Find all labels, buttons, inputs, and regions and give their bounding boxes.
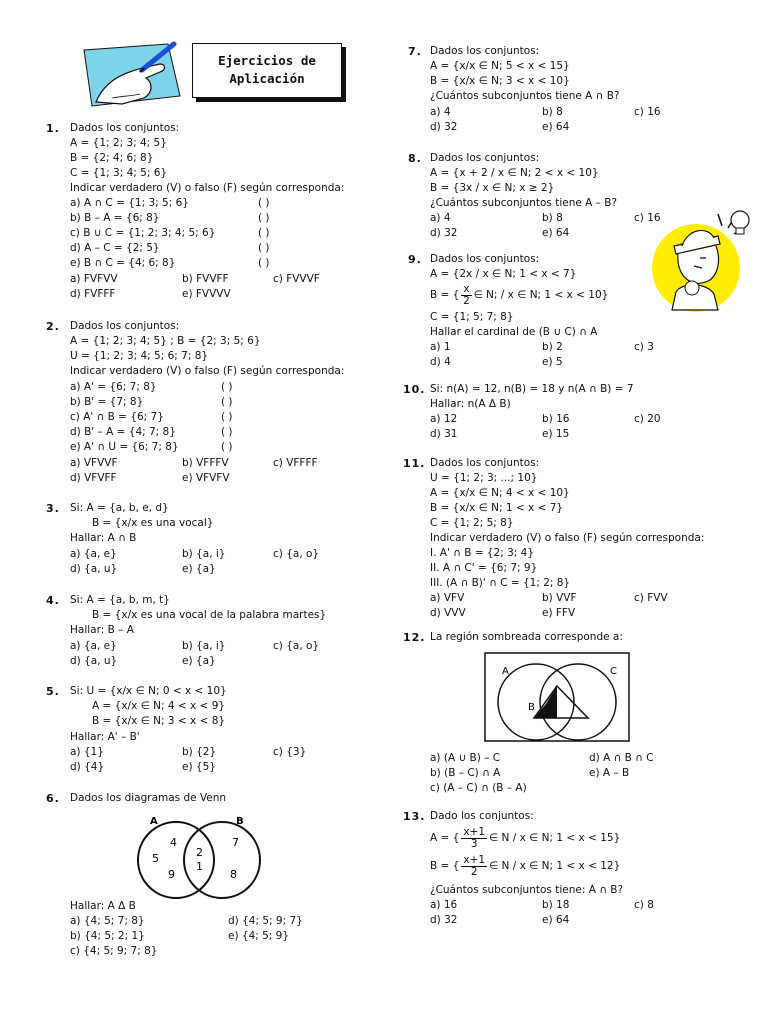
p13-a-frac-den: 3	[470, 837, 478, 850]
p3-line: Hallar: A ∩ B	[70, 532, 137, 544]
problem-12-number: 12.	[403, 631, 426, 644]
p13-b-suffix: ∈ N / x ∈ N; 1 < x < 12}	[489, 860, 621, 872]
p9-line: Hallar el cardinal de (B ∪ C) ∩ A	[430, 326, 598, 338]
p1-line: C = {1; 3; 4; 5; 6}	[70, 167, 168, 179]
p7-option: c) 16	[634, 106, 661, 118]
venn-label-a: A	[150, 816, 158, 827]
p11-line: Dados los conjuntos:	[430, 457, 540, 469]
p8-line: ¿Cuántos subconjuntos tiene A – B?	[430, 197, 618, 209]
p13-option: d) 32	[430, 914, 458, 926]
p1-line: Dados los conjuntos:	[70, 122, 180, 134]
p2-line: U = {1; 2; 3; 4; 5; 6; 7; 8}	[70, 350, 209, 362]
problem-7-number: 7.	[408, 45, 422, 58]
p1-line: Indicar verdadero (V) o falso (F) según corresponda:	[70, 182, 345, 194]
p9-option: b) 2	[542, 341, 563, 353]
p1-option: b) FVVFF	[182, 273, 229, 285]
p1-option: c) FVVVF	[273, 273, 320, 285]
p11-line: I. A' ∩ B = {2; 3; 4}	[430, 547, 535, 559]
p8-option: c) 16	[634, 212, 661, 224]
p8-line: Dados los conjuntos:	[430, 152, 540, 164]
venn-diagram-abc	[484, 652, 630, 742]
p5-line: Hallar: A' – B'	[70, 731, 140, 743]
p4-line: B = {x/x es una vocal de la palabra martes}	[92, 609, 327, 621]
p11-line: II. A ∩ C' = {6; 7; 9}	[430, 562, 538, 574]
p2-option: b) VFFFV	[182, 457, 229, 469]
p10-option: d) 31	[430, 428, 458, 440]
p3-option: a) {a, e}	[70, 548, 117, 560]
p2-item: a) A' = {6; 7; 8}	[70, 381, 157, 393]
p11-line: A = {x/x ∈ N; 4 < x < 10}	[430, 487, 570, 499]
p2-paren: ( )	[221, 396, 233, 408]
detective-idea-illustration	[648, 206, 760, 314]
p6-option: a) {4; 5; 7; 8}	[70, 915, 145, 927]
p11-line: III. (A ∩ B)' ∩ C = {1; 2; 8}	[430, 577, 571, 589]
p2-paren: ( )	[221, 426, 233, 438]
venn-value: 8	[230, 868, 237, 881]
p1-paren: ( )	[258, 257, 270, 269]
p6-line: Hallar: A Δ B	[70, 900, 136, 912]
p13-option: b) 18	[542, 899, 570, 911]
p13-option: c) 8	[634, 899, 654, 911]
problem-9-number: 9.	[408, 253, 422, 266]
p2-option: c) VFFFF	[273, 457, 318, 469]
p2-item: c) A' ∩ B = {6; 7}	[70, 411, 164, 423]
p2-option: a) VFVVF	[70, 457, 118, 469]
p1-item: a) A ∩ C = {1; 3; 5; 6}	[70, 197, 189, 209]
venn-value: 1	[196, 860, 203, 873]
p6-line: Dados los diagramas de Venn	[70, 792, 227, 804]
p9-line: Dados los conjuntos:	[430, 253, 540, 265]
venn-diagram-ab	[130, 812, 270, 904]
p9-b-prefix: B = {	[430, 289, 460, 301]
problem-13-number: 13.	[403, 810, 426, 823]
p13-a-prefix: A = {	[430, 832, 460, 844]
p1-paren: ( )	[258, 227, 270, 239]
problem-6-number: 6.	[46, 792, 60, 805]
problem-4-number: 4.	[46, 594, 60, 607]
p5-line: B = {x/x ∈ N; 3 < x < 8}	[92, 715, 226, 727]
p10-line: Si: n(A) = 12, n(B) = 18 y n(A ∩ B) = 7	[430, 383, 634, 395]
p10-option: a) 12	[430, 413, 458, 425]
p1-item: c) B ∪ C = {1; 2; 3; 4; 5; 6}	[70, 227, 216, 239]
p4-option: d) {a, u}	[70, 655, 118, 667]
venn-value: 7	[232, 836, 239, 849]
p9-option: e) 5	[542, 356, 563, 368]
title-line-2: Aplicación	[229, 71, 305, 86]
venn-label-c: C	[610, 666, 617, 677]
p7-option: a) 4	[430, 106, 451, 118]
p9-set-b	[430, 283, 608, 307]
p2-item: b) B' = {7; 8}	[70, 396, 144, 408]
p4-option: a) {a, e}	[70, 640, 117, 652]
p8-option: e) 64	[542, 227, 570, 239]
p13-set-a	[430, 826, 620, 850]
venn-value: 9	[168, 868, 175, 881]
p4-line: Si: A = {a, b, m, t}	[70, 594, 170, 606]
p5-line: A = {x/x ∈ N; 4 < x < 9}	[92, 700, 226, 712]
p1-item: d) A – C = {2; 5}	[70, 242, 160, 254]
p4-option: e) {a}	[182, 655, 216, 667]
p12-option: d) A ∩ B ∩ C	[589, 752, 654, 764]
p1-item: b) B – A = {6; 8}	[70, 212, 160, 224]
p12-option: e) A – B	[589, 767, 630, 779]
title-line-1: Ejercicios de	[218, 53, 316, 68]
p6-option: b) {4; 5; 2; 1}	[70, 930, 145, 942]
p9-option: d) 4	[430, 356, 451, 368]
title-box	[192, 43, 342, 98]
p13-b-fraction	[461, 855, 487, 878]
p2-item: e) A' ∩ U = {6; 7; 8}	[70, 441, 179, 453]
p4-option: b) {a, i}	[182, 640, 226, 652]
p3-option: d) {a, u}	[70, 563, 118, 575]
venn-label-b: B	[236, 816, 244, 827]
p10-option: e) 15	[542, 428, 570, 440]
p2-line: Indicar verdadero (V) o falso (F) según corresponda:	[70, 365, 345, 377]
p1-option: a) FVFVV	[70, 273, 118, 285]
p3-option: b) {a, i}	[182, 548, 226, 560]
problem-2-number: 2.	[46, 320, 60, 333]
p13-option: e) 64	[542, 914, 570, 926]
p3-line: B = {x/x es una vocal}	[92, 517, 214, 529]
p7-option: b) 8	[542, 106, 563, 118]
p2-paren: ( )	[221, 381, 233, 393]
p1-option: e) FVVVV	[182, 288, 231, 300]
p9-frac-den: 2	[463, 294, 470, 307]
venn-label-b: B	[528, 702, 535, 713]
venn-value: 2	[196, 846, 203, 859]
p9-b-suffix: ∈ N; / x ∈ N; 1 < x < 10}	[473, 289, 609, 301]
p11-option: d) VVV	[430, 607, 466, 619]
p12-option: b) (B – C) ∩ A	[430, 767, 501, 779]
p13-line: ¿Cuántos subconjuntos tiene: A ∩ B?	[430, 884, 624, 896]
p7-option: e) 64	[542, 121, 570, 133]
p2-line: A = {1; 2; 3; 4; 5} ; B = {2; 3; 5; 6}	[70, 335, 261, 347]
p1-option: d) FVFFF	[70, 288, 116, 300]
p9-frac-num: x	[463, 282, 470, 295]
p9-fraction	[461, 284, 471, 307]
p9-option: c) 3	[634, 341, 654, 353]
p13-set-b	[430, 854, 620, 878]
p13-a-fraction	[461, 827, 487, 850]
p11-option: e) FFV	[542, 607, 576, 619]
p1-paren: ( )	[258, 242, 270, 254]
p13-a-frac-num: x+1	[463, 825, 486, 838]
problem-11-number: 11.	[403, 457, 426, 470]
p8-line: B = {3x / x ∈ N; x ≥ 2}	[430, 182, 555, 194]
p7-line: ¿Cuántos subconjuntos tiene A ∩ B?	[430, 90, 620, 102]
p5-option: b) {2}	[182, 746, 217, 758]
hand-writing-illustration	[82, 38, 182, 112]
venn-circle-a	[498, 664, 574, 740]
p9-line: A = {2x / x ∈ N; 1 < x < 7}	[430, 268, 577, 280]
p1-line: B = {2; 4; 6; 8}	[70, 152, 154, 164]
p4-line: Hallar: B – A	[70, 624, 134, 636]
p2-option: e) VFVFV	[182, 472, 230, 484]
p9-option: a) 1	[430, 341, 451, 353]
p1-line: A = {1; 2; 3; 4; 5}	[70, 137, 167, 149]
p6-option: e) {4; 5; 9}	[228, 930, 290, 942]
p6-option: d) {4; 5; 9; 7}	[228, 915, 303, 927]
p7-line: Dados los conjuntos:	[430, 45, 540, 57]
p11-line: B = {x/x ∈ N; 1 < x < 7}	[430, 502, 564, 514]
p5-option: e) {5}	[182, 761, 216, 773]
p2-option: d) VFVFF	[70, 472, 117, 484]
p8-line: A = {x + 2 / x ∈ N; 2 < x < 10}	[430, 167, 599, 179]
p8-option: a) 4	[430, 212, 451, 224]
p4-option: c) {a, o}	[273, 640, 320, 652]
p13-line: Dado los conjuntos:	[430, 810, 534, 822]
problem-8-number: 8.	[408, 152, 422, 165]
p2-paren: ( )	[221, 411, 233, 423]
p10-option: c) 20	[634, 413, 661, 425]
p13-a-suffix: ∈ N / x ∈ N; 1 < x < 15}	[489, 832, 621, 844]
p7-option: d) 32	[430, 121, 458, 133]
p7-line: A = {x/x ∈ N; 5 < x < 15}	[430, 60, 570, 72]
problem-3-number: 3.	[46, 502, 60, 515]
p12-line: La región sombreada corresponde a:	[430, 631, 623, 643]
p8-option: b) 8	[542, 212, 563, 224]
p8-option: d) 32	[430, 227, 458, 239]
p13-option: a) 16	[430, 899, 458, 911]
p10-option: b) 16	[542, 413, 570, 425]
p10-line: Hallar: n(A Δ B)	[430, 398, 511, 410]
p11-line: U = {1; 2; 3; ...; 10}	[430, 472, 538, 484]
p12-option: c) (A – C) ∩ (B – A)	[430, 782, 527, 794]
p2-item: d) B' – A = {4; 7; 8}	[70, 426, 176, 438]
p3-option: e) {a}	[182, 563, 216, 575]
problem-5-number: 5.	[46, 685, 60, 698]
venn-value: 4	[170, 836, 177, 849]
p5-option: a) {1}	[70, 746, 104, 758]
p9-line: C = {1; 5; 7; 8}	[430, 311, 514, 323]
p13-b-frac-den: 2	[470, 865, 478, 878]
p7-line: B = {x/x ∈ N; 3 < x < 10}	[430, 75, 570, 87]
p11-option: b) VVF	[542, 592, 577, 604]
p11-line: Indicar verdadero (V) o falso (F) según corresponda:	[430, 532, 705, 544]
p1-paren: ( )	[258, 197, 270, 209]
p6-option: c) {4; 5; 9; 7; 8}	[70, 945, 158, 957]
p2-paren: ( )	[221, 441, 233, 453]
p3-line: Si: A = {a, b, e, d}	[70, 502, 169, 514]
problem-10-number: 10.	[403, 383, 426, 396]
p5-option: c) {3}	[273, 746, 307, 758]
p1-item: e) B ∩ C = {4; 6; 8}	[70, 257, 176, 269]
p12-option: a) (A ∪ B) – C	[430, 752, 501, 764]
venn-value: 5	[152, 852, 159, 865]
p5-line: Si: U = {x/x ∈ N; 0 < x < 10}	[70, 685, 227, 697]
p3-option: c) {a, o}	[273, 548, 320, 560]
p13-b-prefix: B = {	[430, 860, 460, 872]
p1-paren: ( )	[258, 212, 270, 224]
p5-option: d) {4}	[70, 761, 105, 773]
problem-1-number: 1.	[46, 122, 60, 135]
p11-option: a) VFV	[430, 592, 465, 604]
p11-option: c) FVV	[634, 592, 668, 604]
p2-line: Dados los conjuntos:	[70, 320, 180, 332]
p11-line: C = {1; 2; 5; 8}	[430, 517, 514, 529]
p13-b-frac-num: x+1	[463, 853, 486, 866]
venn-label-a: A	[502, 666, 509, 677]
